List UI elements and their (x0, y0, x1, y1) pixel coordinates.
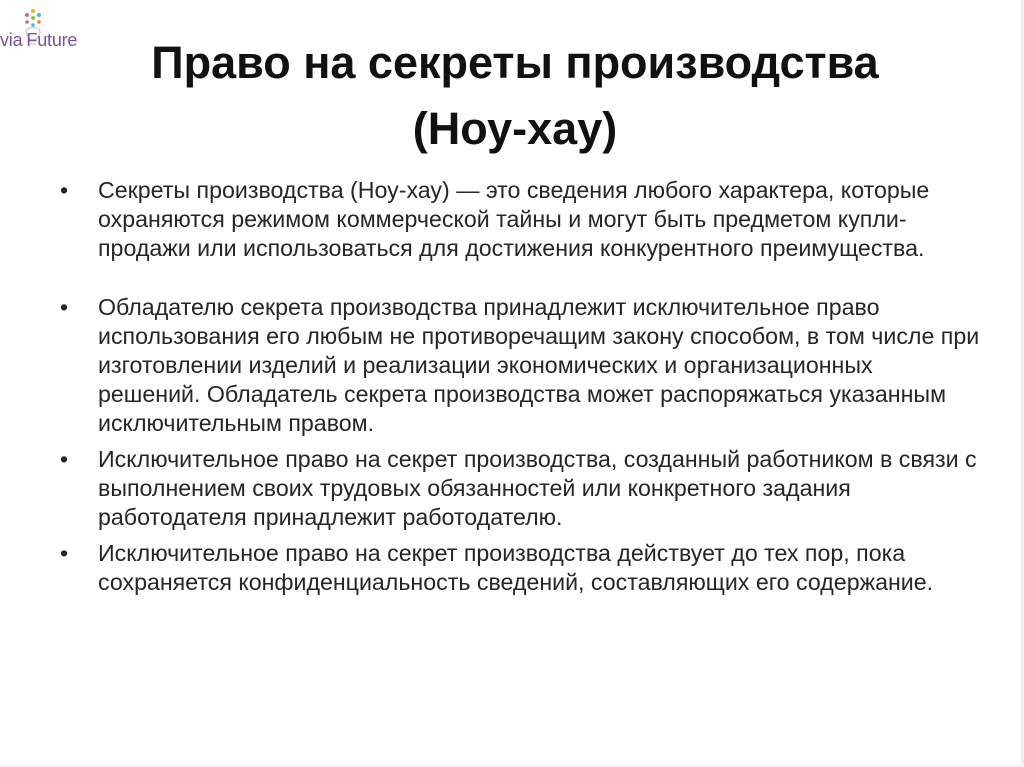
list-item-text: Обладателю секрета производства принадлежит исключительное право использования его любым не противоречащим закону способом, в том числе при изготовлении изделий и реализации экономических и организационных решений. Обладатель секрета производства может распоряжаться указанным исключительным правом. (98, 294, 980, 436)
logo-text (0, 30, 77, 51)
list-item (60, 293, 980, 438)
list-item-text: Исключительное право на секрет производства, созданный работником в связи с выполнением своих трудовых обязанностей или конкретного задания работодателя принадлежит работодателю. (98, 446, 977, 530)
logo-name: Future (26, 30, 78, 50)
list-item (60, 445, 980, 532)
bullet-marker: • (60, 294, 69, 320)
list-item-text: Исключительное право на секрет производства действует до тех пор, пока сохраняется конфиденциальность сведений, составляющих его содержание. (98, 540, 934, 595)
bullet-marker: • (60, 177, 69, 203)
bullet-marker: • (60, 540, 69, 566)
slide-title-line-1: Право на секреты производства (151, 37, 879, 88)
list-item (60, 539, 980, 597)
slide-title (90, 30, 940, 162)
bullet-marker: • (60, 446, 69, 472)
bullet-list (60, 176, 980, 597)
list-item-text: Секреты производства (Ноу-хау) — это сведения любого характера, которые охраняются режимом коммерческой тайны и могут быть предметом купли-продажи или использоваться для достижения конкурентного преимущества. (98, 177, 930, 261)
list-item (60, 176, 980, 263)
slide-title-line-2: (Ноу-хау) (412, 103, 618, 154)
logo-prefix: via (0, 30, 23, 50)
